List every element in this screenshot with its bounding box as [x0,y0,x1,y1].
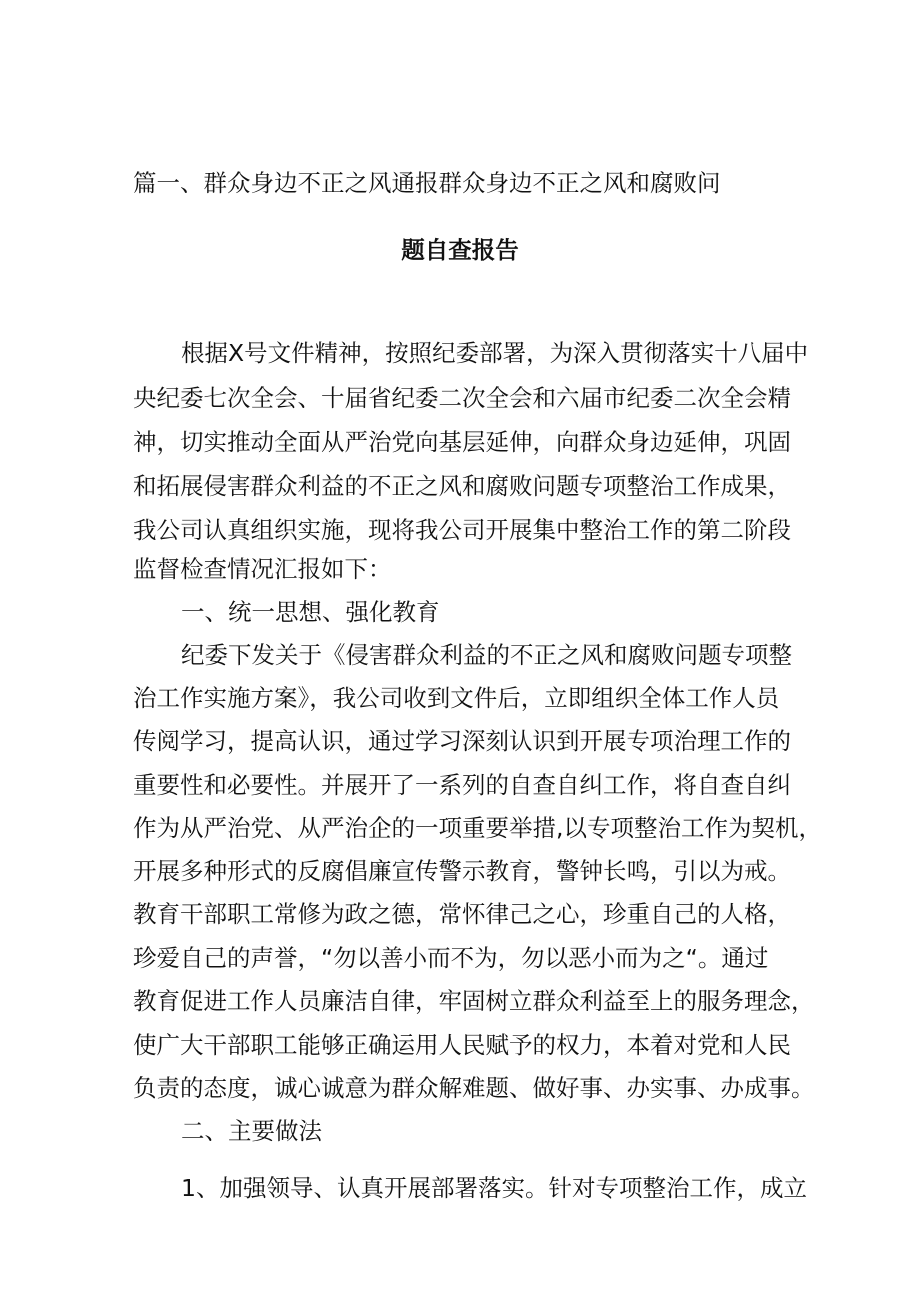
paragraph-line: 传阅学习，提高认识，通过学习深刻认识到开展专项治理工作的 [133,727,791,755]
document-title-line-1: 篇一、群众身边不正之风通报群众身边不正之风和腐败问 [133,169,721,197]
section-heading: 一、统一思想、强化教育 [181,598,440,626]
paragraph-line: 根据X号文件精神，按照纪委部署，为深入贯彻落实十八届中 [181,339,809,367]
paragraph-line: 负责的态度，诚心诚意为群众解难题、做好事、办实事、办成事。 [133,1074,815,1102]
paragraph-line: 1、加强领导、认真开展部署落实。针对专项整治工作，成立 [181,1174,807,1202]
paragraph-line: 和拓展侵害群众利益的不正之风和腐败问题专项整治工作成果， [133,472,791,500]
paragraph-line: 作为从严治党、从严治企的一项重要举措,以专项整治工作为契机， [133,814,822,842]
paragraph-line: 神，切实推动全面从严治党向基层延伸，向群众身边延伸，巩固 [133,428,791,456]
paragraph-line: 监督检查情况汇报如下： [133,555,392,583]
paragraph-line: 央纪委七次全会、十届省纪委二次全会和六届市纪委二次全会精 [133,384,791,412]
paragraph-line: 我公司认真组织实施，现将我公司开展集中整治工作的第二阶段 [133,516,791,544]
section-heading: 二、主要做法 [181,1117,322,1145]
paragraph-line: 珍爱自己的声誉，“勿以善小而不为，勿以恶小而为之“。通过 [133,944,769,972]
paragraph-line: 治工作实施方案》，我公司收到文件后，立即组织全体工作人员 [133,684,780,712]
paragraph-line: 开展多种形式的反腐倡廉宣传警示教育，警钟长鸣，引以为戒。 [133,857,791,885]
document-title-line-2: 题自查报告 [401,236,519,264]
paragraph-line: 重要性和必要性。并展开了一系列的自查自纠工作，将自查自纠 [133,771,791,799]
paragraph-line: 教育干部职工常修为政之德，常怀律己之心，珍重自己的人格， [133,900,791,928]
paragraph-line: 使广大干部职工能够正确运用人民赋予的权力，本着对党和人民 [133,1031,791,1059]
paragraph-line: 纪委下发关于《侵害群众利益的不正之风和腐败问题专项整 [181,641,792,669]
paragraph-line: 教育促进工作人员廉洁自律，牢固树立群众利益至上的服务理念， [133,987,815,1015]
